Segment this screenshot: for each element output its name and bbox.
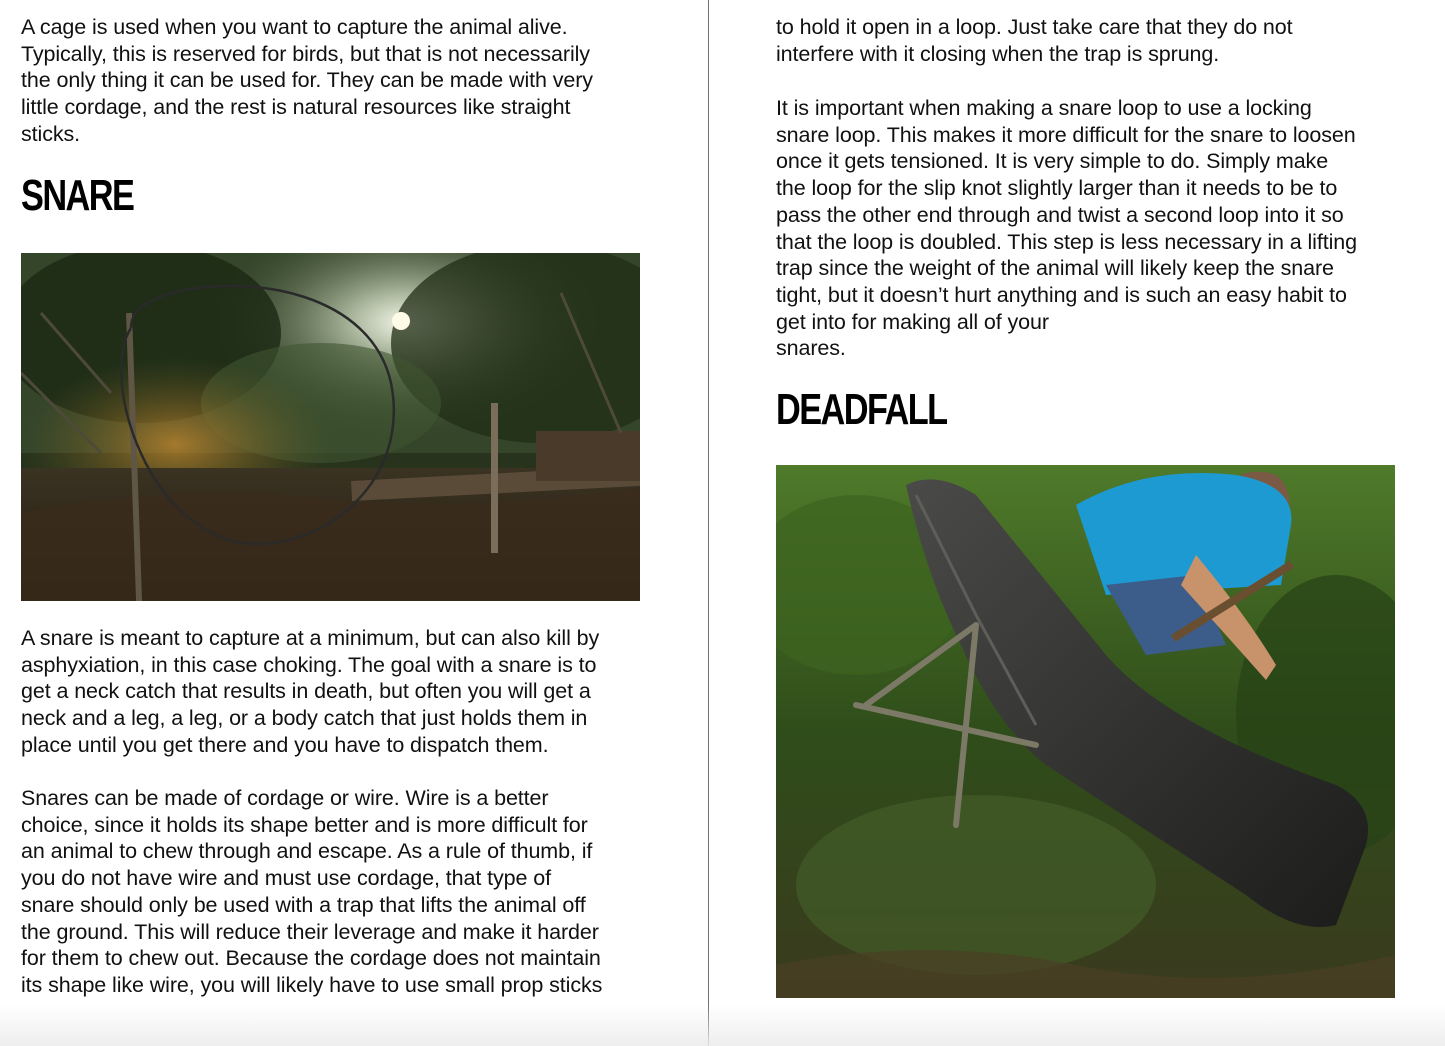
- right-paragraph-1: to hold it open in a loop. Just take care that they do not interfere with it closing when the trap is sprung.: [776, 15, 1293, 66]
- snare-paragraph-1: A snare is meant to capture at a minimum, but can also kill by asphyxiation, in this case choking. The goal with a snare is to get a neck catch that results in death, but often you will get a neck and a leg, a leg, or a body catch that just holds them in place until you get there and you have to dispatch them.: [21, 626, 600, 757]
- deadfall-photo: [776, 465, 1395, 998]
- snare-photo: [21, 253, 640, 601]
- snare-heading: SNARE: [21, 171, 134, 220]
- intro-paragraph: A cage is used when you want to capture the animal alive. Typically, this is reserved for birds, but that is not necessarily the only thing it can be used for. They can be made with very little cordage, and the rest is natural resources like straight sticks.: [21, 15, 593, 146]
- snare-paragraph-2: Snares can be made of cordage or wire. Wire is a better choice, since it holds its shape better and is more difficult for an animal to chew through and escape. As a rule of thumb, if you do not have wire and must use cordage, that type of snare should only be used with a trap that lifts the animal off the ground. This will reduce their leverage and make it harder for them to chew out. Because the cordage does not maintain its shape like wire, you will likely have to use small prop sticks: [21, 786, 603, 997]
- left-page: [0, 0, 708, 1046]
- deadfall-heading: DEADFALL: [776, 385, 947, 434]
- right-paragraph-2: It is important when making a snare loop to use a locking snare loop. This makes it more difficult for the snare to loosen once it gets tensioned. It is very simple to do. Simply make the loop for the slip knot slightly larger than it needs to be to pass the other end through and twist a second loop into it so that the loop is doubled. This step is less necessary in a lifting trap since the weight of the animal will likely keep the snare tight, but it doesn’t hurt anything and is such an easy habit to get into for making all of your snares.: [776, 96, 1357, 361]
- right-page: [709, 0, 1445, 1046]
